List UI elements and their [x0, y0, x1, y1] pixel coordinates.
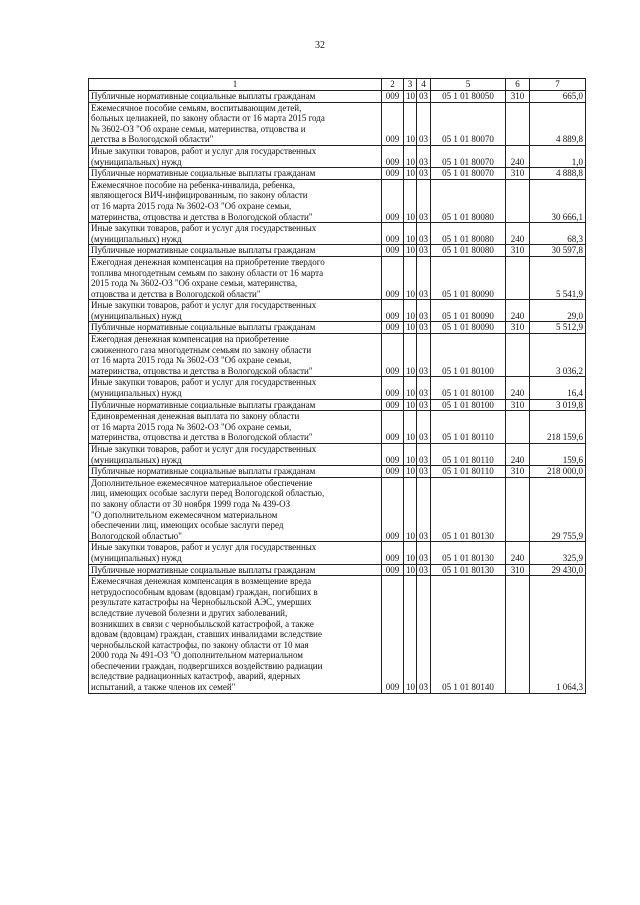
amount: 1 064,3 [530, 576, 586, 694]
target-article-code: 05 1 01 80100 [431, 399, 506, 411]
expense-type-code: 310 [506, 466, 530, 478]
table-row [89, 256, 586, 299]
expense-type-code: 310 [506, 91, 530, 103]
row-description: Иные закупки товаров, работ и услуг для государственных (муниципальных) нужд [89, 542, 382, 564]
section-code: 10 [404, 179, 417, 222]
expense-type-code [506, 411, 530, 444]
row-description: Ежегодная денежная компенсация на приобретение сжиженного газа многодетным семьям по закону области от 16 марта 2015 года № 3602-ОЗ "Об охране семьи, материнства, отцовства и детства в Вологодской области" [89, 334, 382, 377]
section-code: 10 [404, 564, 417, 576]
row-description: Ежемесячное пособие на ребенка-инвалида, ребенка, являющегося ВИЧ-инфицированным, по закону области от 16 марта 2015 года № 3602-ОЗ "Об охране семьи, материнства, отцовства и детства в Вологодской области" [89, 179, 382, 222]
subsection-code: 03 [417, 102, 431, 145]
amount: 665,0 [530, 91, 586, 103]
table-row [89, 91, 586, 103]
target-article-code: 05 1 01 80110 [431, 444, 506, 466]
table-row [89, 223, 586, 245]
table-row [89, 466, 586, 478]
section-code: 10 [404, 411, 417, 444]
expense-type-code: 310 [506, 168, 530, 180]
amount: 159,6 [530, 444, 586, 466]
row-description: Иные закупки товаров, работ и услуг для государственных (муниципальных) нужд [89, 377, 382, 399]
target-article-code: 05 1 01 80090 [431, 322, 506, 334]
row-description: Ежемесячная денежная компенсация в возмещение вреда нетрудоспособным вдовам (вдовцам) граждан, погибших в результате катастрофы на Чернобыльской АЭС, умерших вследствие лучевой болезни и других заболеваний, возникших в связи с чернобыльской катастрофой, а также вдовам (вдовцам) граждан, ставших инвалидами вследствие чернобыльской катастрофы, по закону области от 10 мая 2000 года № 491-ОЗ "О дополнительном материальном обеспечении граждан, подвергшихся воздействию радиации вследствие радиационных катастроф, аварий, ядерных испытаний, а также членов их семей" [89, 576, 382, 694]
amount: 218 000,0 [530, 466, 586, 478]
target-article-code: 05 1 01 80090 [431, 300, 506, 322]
subsection-code: 03 [417, 411, 431, 444]
section-code: 10 [404, 300, 417, 322]
amount: 5 512,9 [530, 322, 586, 334]
ministry-code: 009 [382, 102, 404, 145]
subsection-code: 03 [417, 91, 431, 103]
target-article-code: 05 1 01 80140 [431, 576, 506, 694]
ministry-code: 009 [382, 466, 404, 478]
ministry-code: 009 [382, 564, 404, 576]
table-row [89, 145, 586, 167]
expense-type-code [506, 179, 530, 222]
section-code: 10 [404, 377, 417, 399]
amount: 68,3 [530, 223, 586, 245]
ministry-code: 009 [382, 411, 404, 444]
row-description: Публичные нормативные социальные выплаты гражданам [89, 245, 382, 257]
ministry-code: 009 [382, 91, 404, 103]
amount: 30 597,8 [530, 245, 586, 257]
expense-type-code: 240 [506, 542, 530, 564]
row-description: Публичные нормативные социальные выплаты гражданам [89, 564, 382, 576]
subsection-code: 03 [417, 168, 431, 180]
amount: 16,4 [530, 377, 586, 399]
ministry-code: 009 [382, 542, 404, 564]
amount: 3 019,8 [530, 399, 586, 411]
table-row [89, 399, 586, 411]
target-article-code: 05 1 01 80130 [431, 542, 506, 564]
row-description: Дополнительное ежемесячное материальное обеспечение лиц, имеющих особые заслуги перед Вологодской областью, по закону области от 30 ноября 1999 года № 439-ОЗ "О дополнительном ежемесячном материальном обеспечении лиц, имеющих особые заслуги перед Вологодской областью" [89, 477, 382, 542]
section-code: 10 [404, 322, 417, 334]
amount: 29 430,0 [530, 564, 586, 576]
section-code: 10 [404, 145, 417, 167]
column-header: 5 [431, 79, 506, 91]
table-row [89, 542, 586, 564]
amount: 5 541,9 [530, 256, 586, 299]
section-code: 10 [404, 91, 417, 103]
column-header: 7 [530, 79, 586, 91]
target-article-code: 05 1 01 80110 [431, 411, 506, 444]
target-article-code: 05 1 01 80070 [431, 145, 506, 167]
expense-type-code: 310 [506, 399, 530, 411]
row-description: Ежегодная денежная компенсация на приобретение твердого топлива многодетным семьям по закону области от 16 марта 2015 года № 3602-ОЗ "Об охране семьи, материнства, отцовства и детства в Вологодской области" [89, 256, 382, 299]
amount: 29 755,9 [530, 477, 586, 542]
target-article-code: 05 1 01 80050 [431, 91, 506, 103]
table-body [89, 91, 586, 694]
subsection-code: 03 [417, 300, 431, 322]
subsection-code: 03 [417, 542, 431, 564]
target-article-code: 05 1 01 80090 [431, 256, 506, 299]
subsection-code: 03 [417, 245, 431, 257]
table-row [89, 300, 586, 322]
ministry-code: 009 [382, 399, 404, 411]
row-description: Иные закупки товаров, работ и услуг для государственных (муниципальных) нужд [89, 300, 382, 322]
section-code: 10 [404, 223, 417, 245]
ministry-code: 009 [382, 168, 404, 180]
expense-type-code [506, 334, 530, 377]
subsection-code: 03 [417, 477, 431, 542]
table-row [89, 564, 586, 576]
table-row [89, 179, 586, 222]
expense-type-code: 240 [506, 300, 530, 322]
row-description: Публичные нормативные социальные выплаты гражданам [89, 322, 382, 334]
section-code: 10 [404, 399, 417, 411]
ministry-code: 009 [382, 223, 404, 245]
column-header: 3 [404, 79, 417, 91]
subsection-code: 03 [417, 256, 431, 299]
subsection-code: 03 [417, 399, 431, 411]
amount: 218 159,6 [530, 411, 586, 444]
expense-type-code: 310 [506, 564, 530, 576]
table-row [89, 322, 586, 334]
row-description: Публичные нормативные социальные выплаты гражданам [89, 168, 382, 180]
expense-type-code [506, 102, 530, 145]
ministry-code: 009 [382, 300, 404, 322]
subsection-code: 03 [417, 444, 431, 466]
target-article-code: 05 1 01 80080 [431, 245, 506, 257]
expense-type-code: 310 [506, 322, 530, 334]
row-description: Иные закупки товаров, работ и услуг для государственных (муниципальных) нужд [89, 145, 382, 167]
ministry-code: 009 [382, 576, 404, 694]
subsection-code: 03 [417, 377, 431, 399]
ministry-code: 009 [382, 256, 404, 299]
table-row [89, 377, 586, 399]
row-description: Иные закупки товаров, работ и услуг для государственных (муниципальных) нужд [89, 444, 382, 466]
target-article-code: 05 1 01 80100 [431, 334, 506, 377]
subsection-code: 03 [417, 576, 431, 694]
section-code: 10 [404, 102, 417, 145]
row-description: Единовременная денежная выплата по закону области от 16 марта 2015 года № 3602-ОЗ "Об охране семьи, материнства, отцовства и детства в Вологодской области" [89, 411, 382, 444]
expense-type-code [506, 256, 530, 299]
column-header: 2 [382, 79, 404, 91]
expense-type-code [506, 477, 530, 542]
subsection-code: 03 [417, 466, 431, 478]
ministry-code: 009 [382, 145, 404, 167]
ministry-code: 009 [382, 377, 404, 399]
section-code: 10 [404, 466, 417, 478]
section-code: 10 [404, 542, 417, 564]
section-code: 10 [404, 576, 417, 694]
row-description: Публичные нормативные социальные выплаты гражданам [89, 91, 382, 103]
page-number: 32 [315, 40, 325, 51]
row-description: Ежемесячное пособие семьям, воспитывающим детей, больных целиакией, по закону области от 16 марта 2015 года № 3602-ОЗ "Об охране семьи, материнства, отцовства и детства в Вологодской области" [89, 102, 382, 145]
expense-type-code: 240 [506, 145, 530, 167]
target-article-code: 05 1 01 80070 [431, 168, 506, 180]
subsection-code: 03 [417, 223, 431, 245]
table-row [89, 444, 586, 466]
ministry-code: 009 [382, 179, 404, 222]
table-row [89, 102, 586, 145]
subsection-code: 03 [417, 179, 431, 222]
expense-type-code: 240 [506, 444, 530, 466]
row-description: Публичные нормативные социальные выплаты гражданам [89, 399, 382, 411]
amount: 3 036,2 [530, 334, 586, 377]
subsection-code: 03 [417, 322, 431, 334]
ministry-code: 009 [382, 322, 404, 334]
table-row [89, 334, 586, 377]
ministry-code: 009 [382, 245, 404, 257]
section-code: 10 [404, 256, 417, 299]
section-code: 10 [404, 245, 417, 257]
column-header: 1 [89, 79, 382, 91]
amount: 1,0 [530, 145, 586, 167]
table-row [89, 477, 586, 542]
row-description: Публичные нормативные социальные выплаты гражданам [89, 466, 382, 478]
amount: 325,9 [530, 542, 586, 564]
section-code: 10 [404, 334, 417, 377]
table-row [89, 411, 586, 444]
target-article-code: 05 1 01 80070 [431, 102, 506, 145]
section-code: 10 [404, 444, 417, 466]
ministry-code: 009 [382, 334, 404, 377]
header-row [89, 79, 586, 91]
table-row [89, 245, 586, 257]
amount: 29,0 [530, 300, 586, 322]
expense-type-code: 310 [506, 245, 530, 257]
column-header: 4 [417, 79, 431, 91]
target-article-code: 05 1 01 80130 [431, 477, 506, 542]
table-row [89, 168, 586, 180]
target-article-code: 05 1 01 80110 [431, 466, 506, 478]
target-article-code: 05 1 01 80130 [431, 564, 506, 576]
amount: 30 666,1 [530, 179, 586, 222]
expense-type-code: 240 [506, 223, 530, 245]
target-article-code: 05 1 01 80080 [431, 179, 506, 222]
section-code: 10 [404, 477, 417, 542]
target-article-code: 05 1 01 80080 [431, 223, 506, 245]
expense-type-code: 240 [506, 377, 530, 399]
subsection-code: 03 [417, 564, 431, 576]
amount: 4 889,8 [530, 102, 586, 145]
section-code: 10 [404, 168, 417, 180]
amount: 4 888,8 [530, 168, 586, 180]
ministry-code: 009 [382, 444, 404, 466]
expense-type-code [506, 576, 530, 694]
table-row [89, 576, 586, 694]
row-description: Иные закупки товаров, работ и услуг для государственных (муниципальных) нужд [89, 223, 382, 245]
ministry-code: 009 [382, 477, 404, 542]
column-header: 6 [506, 79, 530, 91]
subsection-code: 03 [417, 334, 431, 377]
subsection-code: 03 [417, 145, 431, 167]
budget-table [88, 78, 586, 694]
target-article-code: 05 1 01 80100 [431, 377, 506, 399]
